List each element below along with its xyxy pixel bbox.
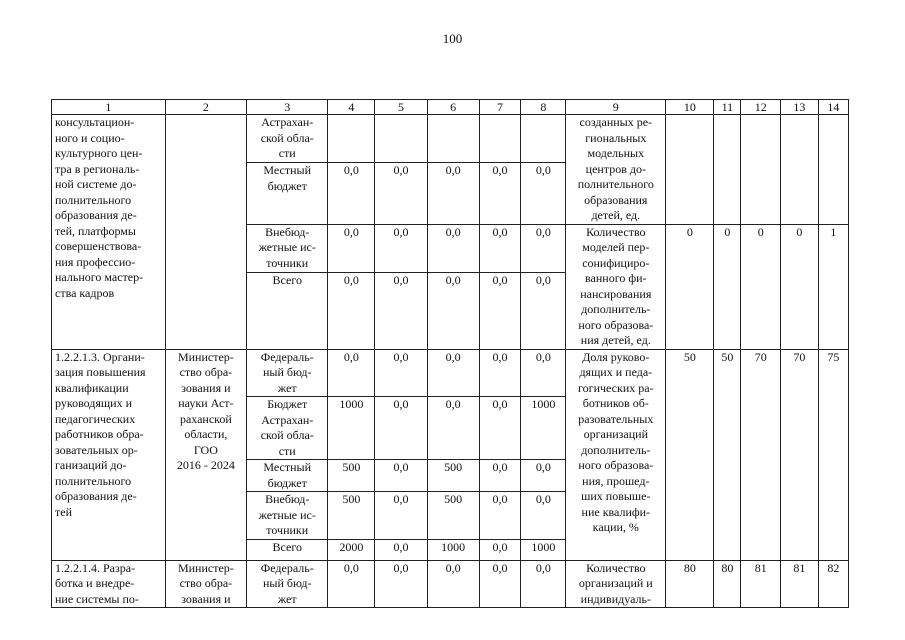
value-cell: 0,0: [427, 224, 479, 273]
target-cell: 81: [741, 560, 781, 608]
value-cell: 0,0: [375, 163, 427, 224]
target-cell: [818, 115, 848, 225]
value-cell: 0,0: [427, 560, 479, 608]
value-cell: 0,0: [375, 492, 427, 540]
col-header-8: 8: [521, 100, 566, 115]
target-cell: 70: [781, 349, 819, 560]
col-header-9: 9: [566, 100, 666, 115]
col-header-14: 14: [818, 100, 848, 115]
col-header-10: 10: [666, 100, 714, 115]
value-cell: 1000: [328, 397, 375, 460]
value-cell: 0,0: [375, 224, 427, 273]
value-cell: 1000: [427, 539, 479, 560]
value-cell: 0,0: [328, 163, 375, 224]
event-name: 1.2.2.1.3. Органи- зация повышения квалификации руководящих и педагогических работников обра- зовательных ор- ганизаций до- полнительного образования де- тей: [52, 349, 166, 560]
col-header-11: 11: [714, 100, 741, 115]
value-cell: 0,0: [375, 560, 427, 608]
value-cell: 0,0: [479, 349, 521, 397]
value-cell: 0,0: [479, 560, 521, 608]
col-header-2: 2: [165, 100, 246, 115]
funding-source: Бюджет Астрахан- ской обла- сти: [247, 397, 328, 460]
target-cell: 81: [781, 560, 819, 608]
target-cell: 0: [666, 224, 714, 349]
value-cell: 500: [427, 460, 479, 492]
value-cell: 0,0: [479, 397, 521, 460]
value-cell: [328, 115, 375, 163]
col-header-7: 7: [479, 100, 521, 115]
value-cell: 0,0: [375, 460, 427, 492]
funding-source: Всего: [247, 273, 328, 349]
column-number-row: [52, 100, 849, 115]
col-header-4: 4: [328, 100, 375, 115]
value-cell: 0,0: [328, 560, 375, 608]
value-cell: 0,0: [427, 273, 479, 349]
value-cell: 0,0: [328, 349, 375, 397]
event-name: консультацион- ного и социо- культурного цен- тра в региональ- ной системе до- полнительного образования де- тей, платформы совершенствова- ния профессио- нального мастер- ства кадров: [52, 115, 166, 350]
target-cell: 82: [818, 560, 848, 608]
target-cell: [741, 115, 781, 225]
value-cell: 1000: [521, 397, 566, 460]
indicator: Количество организаций и индивидуаль-: [566, 560, 666, 608]
target-cell: 0: [741, 224, 781, 349]
funding-source: Астрахан- ской обла- сти: [247, 115, 328, 163]
target-cell: 70: [741, 349, 781, 560]
target-cell: 0: [714, 224, 741, 349]
value-cell: 0,0: [375, 539, 427, 560]
target-cell: [781, 115, 819, 225]
value-cell: 0,0: [521, 560, 566, 608]
target-cell: 80: [714, 560, 741, 608]
col-header-1: 1: [52, 100, 166, 115]
value-cell: 0,0: [521, 273, 566, 349]
indicator: Доля руково- дящих и педа- гогических ра- ботников об- разовательных организаций дополнитель- ного образова- ния, прошед- ших повыше- ние квалифи- кации, %: [566, 349, 666, 560]
table-row: [52, 560, 849, 608]
col-header-13: 13: [781, 100, 819, 115]
program-table: [51, 99, 849, 608]
target-cell: [666, 115, 714, 225]
value-cell: [427, 115, 479, 163]
target-cell: 1: [818, 224, 848, 349]
target-cell: 80: [666, 560, 714, 608]
value-cell: 2000: [328, 539, 375, 560]
executor: [165, 115, 246, 350]
value-cell: 0,0: [427, 397, 479, 460]
value-cell: 0,0: [375, 273, 427, 349]
value-cell: 0,0: [521, 492, 566, 540]
value-cell: 0,0: [375, 349, 427, 397]
col-header-12: 12: [741, 100, 781, 115]
target-cell: 75: [818, 349, 848, 560]
value-cell: 0,0: [328, 224, 375, 273]
value-cell: 500: [328, 492, 375, 540]
funding-source: Федераль- ный бюд- жет: [247, 560, 328, 608]
col-header-3: 3: [247, 100, 328, 115]
value-cell: 500: [427, 492, 479, 540]
value-cell: [375, 115, 427, 163]
funding-source: Местный бюджет: [247, 163, 328, 224]
value-cell: 0,0: [328, 273, 375, 349]
funding-source: Всего: [247, 539, 328, 560]
funding-source: Федераль- ный бюд- жет: [247, 349, 328, 397]
value-cell: 500: [328, 460, 375, 492]
value-cell: 0,0: [427, 163, 479, 224]
target-cell: 50: [714, 349, 741, 560]
target-cell: 0: [781, 224, 819, 349]
col-header-5: 5: [375, 100, 427, 115]
value-cell: 0,0: [479, 539, 521, 560]
target-cell: 50: [666, 349, 714, 560]
value-cell: 0,0: [479, 273, 521, 349]
value-cell: 0,0: [479, 492, 521, 540]
value-cell: 0,0: [479, 163, 521, 224]
event-name: 1.2.2.1.4. Разра- ботка и внедре- ние системы по-: [52, 560, 166, 608]
executor: Министер- ство обра- зования и науки Аст- раханской области, ГОО 2016 - 2024: [165, 349, 246, 560]
value-cell: 0,0: [521, 163, 566, 224]
value-cell: 0,0: [375, 397, 427, 460]
value-cell: 0,0: [479, 224, 521, 273]
value-cell: [521, 115, 566, 163]
indicator: созданных ре- гиональных модельных центров до- полнительного образования детей, ед.: [566, 115, 666, 225]
page-number: 100: [442, 31, 463, 46]
value-cell: 0,0: [521, 224, 566, 273]
funding-source: Внебюд- жетные ис- точники: [247, 492, 328, 540]
indicator: Количество моделей пер- сонифициро- ванного фи- нансирования дополнитель- ного образова- ния детей, ед.: [566, 224, 666, 349]
col-header-6: 6: [427, 100, 479, 115]
value-cell: 0,0: [479, 460, 521, 492]
value-cell: [479, 115, 521, 163]
target-cell: [714, 115, 741, 225]
table-row: [52, 115, 849, 163]
value-cell: 0,0: [521, 349, 566, 397]
executor: Министер- ство обра- зования и: [165, 560, 246, 608]
table-row: [52, 349, 849, 397]
value-cell: 1000: [521, 539, 566, 560]
value-cell: 0,0: [427, 349, 479, 397]
funding-source: Внебюд- жетные ис- точники: [247, 224, 328, 273]
funding-source: Местный бюджет: [247, 460, 328, 492]
value-cell: 0,0: [521, 460, 566, 492]
